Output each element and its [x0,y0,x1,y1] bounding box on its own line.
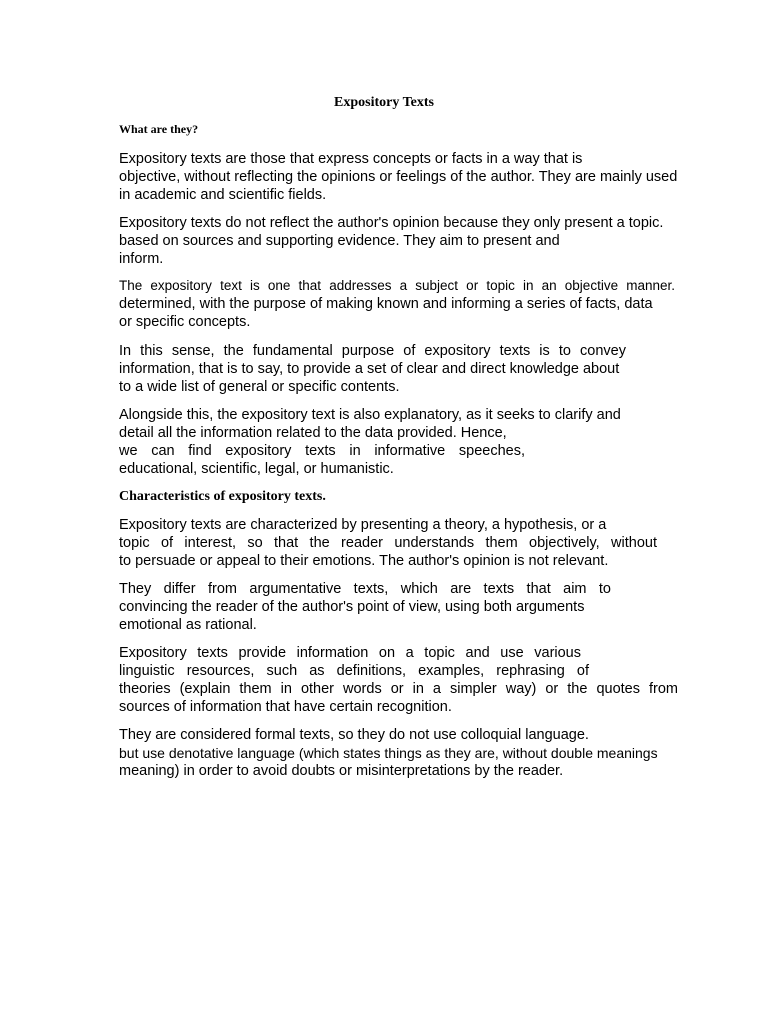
section-heading-characteristics: Characteristics of expository texts. [119,489,326,504]
paragraph-line: to persuade or appeal to their emotions. The author's opinion is not relevant. [119,553,609,569]
paragraph-6 [119,516,719,570]
paragraph-line: information, that is to say, to provide a set of clear and direct knowledge about [119,361,620,377]
document-title: Expository Texts [334,95,434,110]
paragraph-line: determined, with the purpose of making known and informing a series of facts, data [119,296,653,312]
paragraph-line: They differ from argumentative texts, which are texts that aim to [119,581,611,597]
paragraph-9 [119,726,719,780]
paragraph-line: topic of interest, so that the reader understands them objectively, without [119,535,657,551]
paragraph-line: linguistic resources, such as definitions, examples, rephrasing of [119,663,589,679]
paragraph-1 [119,150,719,204]
paragraph-2 [119,214,719,268]
paragraph-line: sources of information that have certain recognition. [119,699,452,715]
paragraph-line: objective, without reflecting the opinions or feelings of the author. They are mainly used [119,169,678,185]
paragraph-8 [119,644,719,716]
paragraph-line: emotional as rational. [119,617,257,633]
paragraph-7 [119,580,719,634]
paragraph-line: Alongside this, the expository text is also explanatory, as it seeks to clarify and [119,407,621,423]
paragraph-line: Expository texts are those that express concepts or facts in a way that is [119,151,583,167]
paragraph-line: Expository texts provide information on a topic and use various [119,645,581,661]
paragraph-line: detail all the information related to the data provided. Hence, [119,425,507,441]
paragraph-line: Expository texts do not reflect the author's opinion because they only present a topic. [119,215,664,231]
paragraph-line: or specific concepts. [119,314,251,330]
paragraph-line: theories (explain them in other words or in a simpler way) or the quotes from [119,681,678,697]
paragraph-line: based on sources and supporting evidence. They aim to present and [119,233,560,249]
paragraph-line: In this sense, the fundamental purpose of expository texts is to convey [119,343,626,359]
paragraph-5 [119,406,719,478]
paragraph-line: we can find expository texts in informative speeches, [119,443,525,459]
paragraph-3 [119,277,719,331]
paragraph-line: to a wide list of general or specific contents. [119,379,400,395]
paragraph-line: meaning) in order to avoid doubts or misinterpretations by the reader. [119,763,564,779]
paragraph-line: in academic and scientific fields. [119,187,327,203]
paragraph-line: inform. [119,251,164,267]
paragraph-line: The expository text is one that addresses a subject or topic in an objective manner. [119,278,675,293]
paragraph-line: Expository texts are characterized by presenting a theory, a hypothesis, or a [119,517,607,533]
paragraph-line: educational, scientific, legal, or humanistic. [119,461,394,477]
paragraph-line: but use denotative language (which states things as they are, without double meanings [119,745,658,761]
paragraph-4 [119,342,719,396]
paragraph-line: They are considered formal texts, so they do not use colloquial language. [119,727,589,743]
paragraph-line: convincing the reader of the author's point of view, using both arguments [119,599,585,615]
subheading-what-are-they: What are they? [119,122,199,136]
